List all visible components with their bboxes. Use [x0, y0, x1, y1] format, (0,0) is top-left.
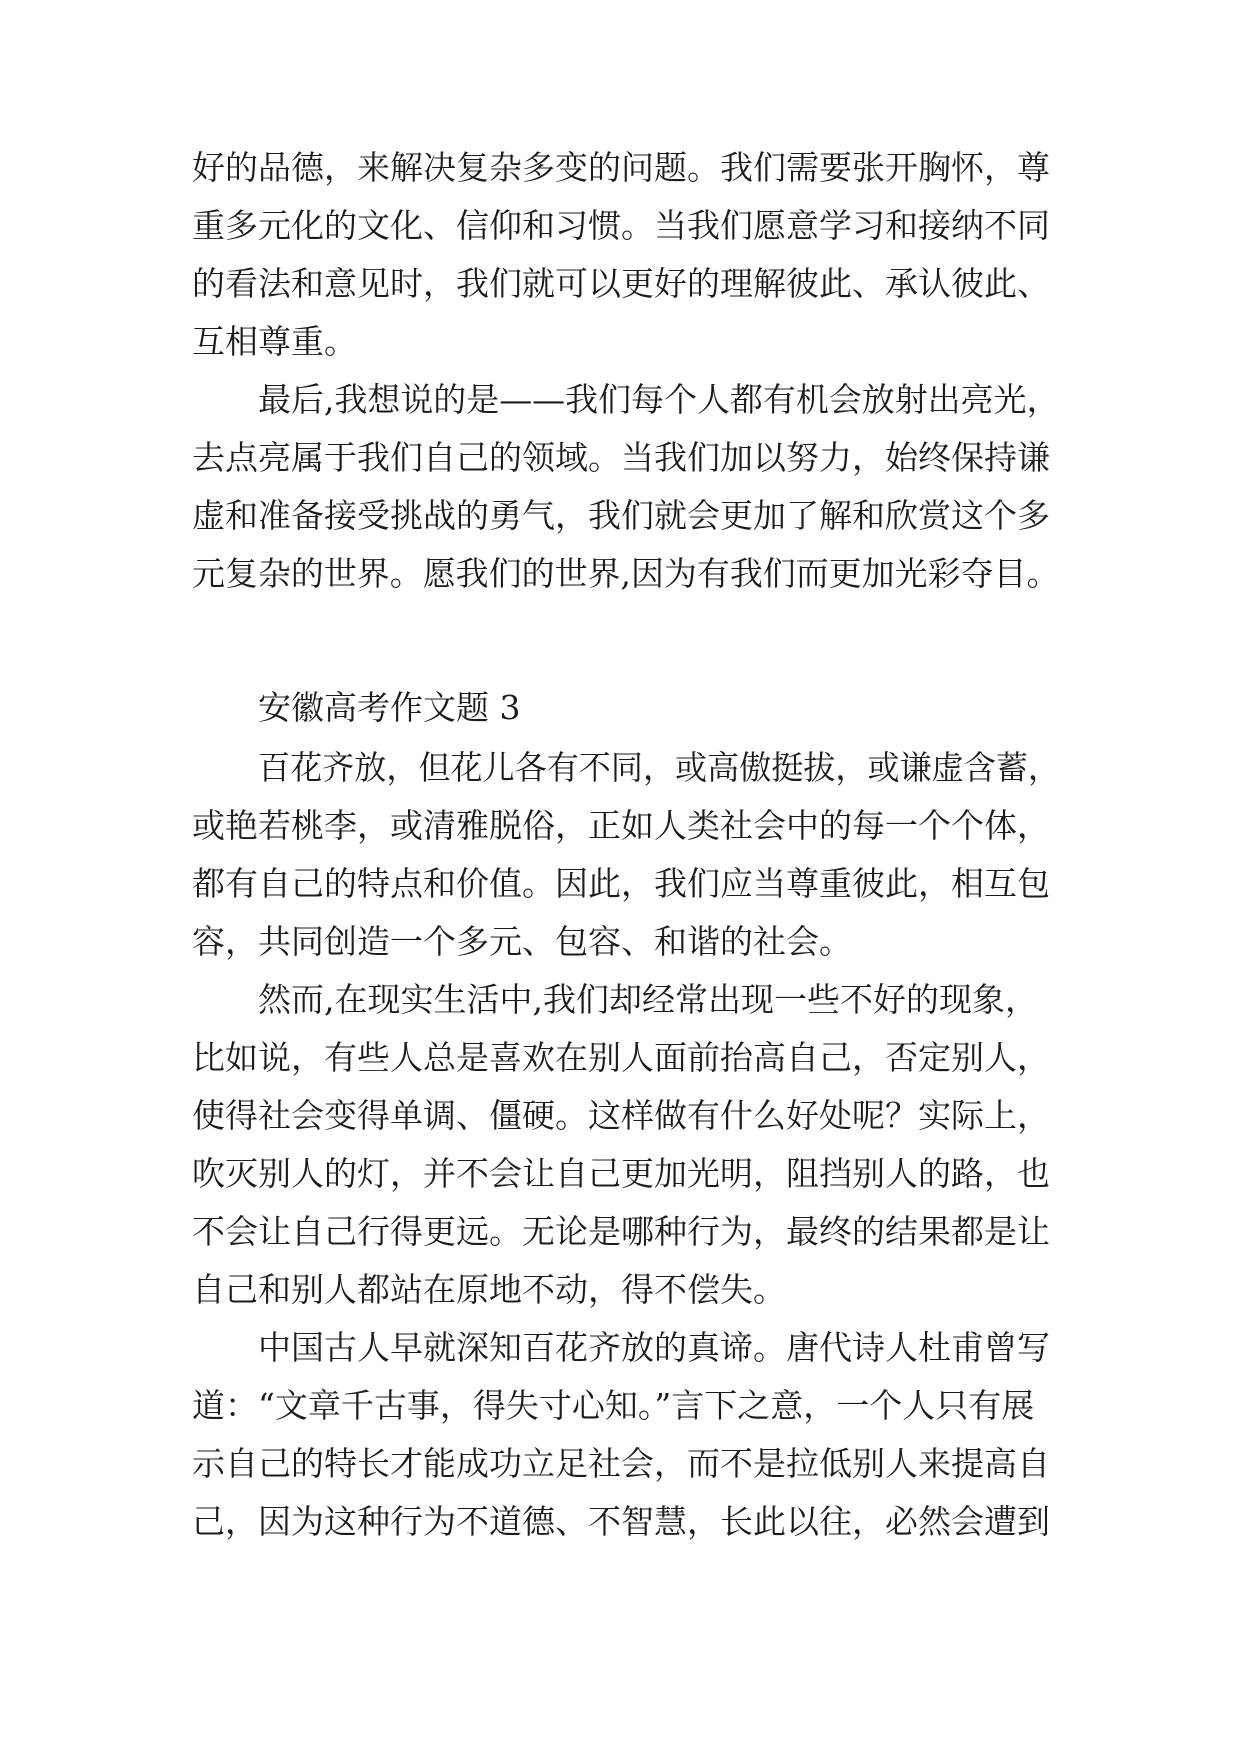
- text-line: 道：“文章千古事，得失寸心知。”言下之意，一个人只有展: [192, 1386, 1035, 1425]
- text-line: 互相尊重。: [192, 322, 357, 361]
- text-line: 不会让自己行得更远。无论是哪种行为，最终的结果都是让: [192, 1212, 1050, 1251]
- text-line: 去点亮属于我们自己的领域。当我们加以努力，始终保持谦: [192, 438, 1050, 477]
- text-line: 或艳若桃李，或清雅脱俗，正如人类社会中的每一个个体，: [192, 806, 1050, 845]
- text-line: 比如说，有些人总是喜欢在别人面前抬高自己，否定别人，: [192, 1038, 1050, 1077]
- text-line: 吹灭别人的灯，并不会让自己更加光明，阻挡别人的路，也: [192, 1154, 1050, 1193]
- text-line: 自己和别人都站在原地不动，得不偿失。: [192, 1270, 786, 1309]
- text-line: 百花齐放，但花儿各有不同，或高傲挺拔，或谦虚含蓄，: [258, 748, 1060, 787]
- text-line: 都有自己的特点和价值。因此，我们应当尊重彼此，相互包: [192, 864, 1050, 903]
- text-line: 容，共同创造一个多元、包容、和谐的社会。: [192, 922, 852, 961]
- text-line: 好的品德，来解决复杂多变的问题。我们需要张开胸怀，尊: [192, 148, 1050, 187]
- text-line: 然而,在现实生活中,我们却经常出现一些不好的现象，: [258, 980, 1038, 1019]
- text-line: 元复杂的世界。愿我们的世界,因为有我们而更加光彩夺目。: [192, 554, 1060, 593]
- section-heading: 安徽高考作文题 3: [258, 688, 521, 727]
- text-line: 最后,我想说的是——我们每个人都有机会放射出亮光，: [258, 380, 1060, 419]
- text-line: 的看法和意见时，我们就可以更好的理解彼此、承认彼此、: [192, 264, 1050, 303]
- text-line: 示自己的特长才能成功立足社会，而不是拉低别人来提高自: [192, 1444, 1050, 1483]
- text-line: 己，因为这种行为不道德、不智慧，长此以往，必然会遭到: [192, 1502, 1050, 1541]
- text-line: 虚和准备接受挑战的勇气，我们就会更加了解和欣赏这个多: [192, 496, 1050, 535]
- text-line: 使得社会变得单调、僵硬。这样做有什么好处呢？实际上，: [192, 1096, 1050, 1135]
- text-line: 中国古人早就深知百花齐放的真谛。唐代诗人杜甫曾写: [258, 1328, 1050, 1367]
- text-line: 重多元化的文化、信仰和习惯。当我们愿意学习和接纳不同: [192, 206, 1050, 245]
